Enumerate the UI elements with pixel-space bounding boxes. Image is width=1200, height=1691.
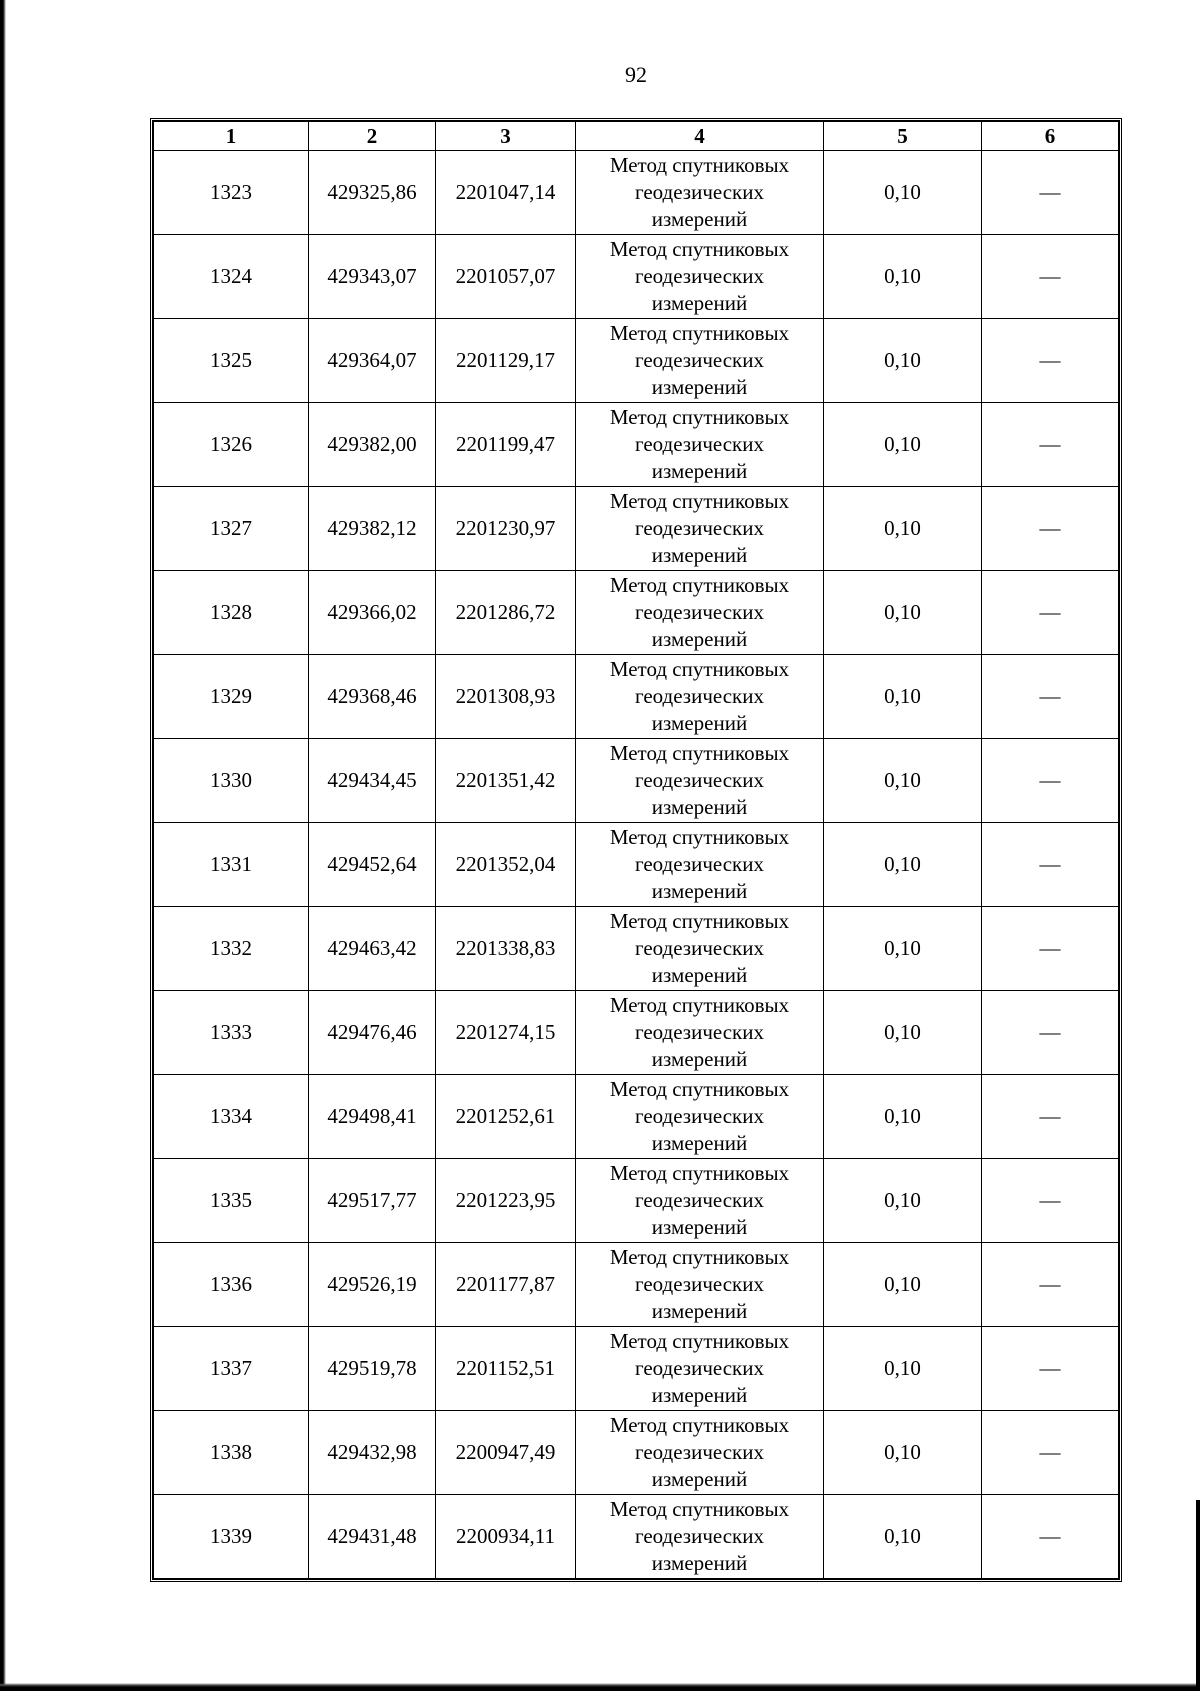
cell-coordinate-y: 2201177,87 <box>436 1243 576 1327</box>
table-row <box>154 235 1119 319</box>
table-row <box>154 1243 1119 1327</box>
method-line: Метод спутниковых <box>609 405 790 429</box>
method-line: измерений <box>651 207 748 231</box>
cell-coordinate-y: 2201286,72 <box>436 571 576 655</box>
cell-accuracy: 0,10 <box>824 1243 982 1327</box>
cell-coordinate-y: 2201230,97 <box>436 487 576 571</box>
cell-method <box>576 1159 824 1243</box>
cell-accuracy: 0,10 <box>824 1075 982 1159</box>
cell-coordinate-x: 429463,42 <box>309 907 436 991</box>
cell-coordinate-y: 2201129,17 <box>436 319 576 403</box>
cell-note: — <box>982 1327 1119 1411</box>
cell-method <box>576 823 824 907</box>
method-line: Метод спутниковых <box>609 1329 790 1353</box>
method-line: Метод спутниковых <box>609 237 790 261</box>
cell-method <box>576 403 824 487</box>
cell-method <box>576 1243 824 1327</box>
cell-point-number: 1327 <box>154 487 309 571</box>
scan-edge-right <box>1196 1500 1200 1691</box>
cell-coordinate-y: 2201057,07 <box>436 235 576 319</box>
page-number: 92 <box>625 62 647 87</box>
cell-accuracy: 0,10 <box>824 655 982 739</box>
method-line: геодезических <box>634 600 764 624</box>
cell-accuracy: 0,10 <box>824 571 982 655</box>
cell-accuracy: 0,10 <box>824 823 982 907</box>
table-row <box>154 319 1119 403</box>
method-line: Метод спутниковых <box>609 1497 790 1521</box>
scan-edge-left <box>0 0 6 1691</box>
cell-note: — <box>982 739 1119 823</box>
method-line: геодезических <box>634 180 764 204</box>
table-row <box>154 1075 1119 1159</box>
cell-coordinate-x: 429452,64 <box>309 823 436 907</box>
cell-coordinate-x: 429434,45 <box>309 739 436 823</box>
cell-coordinate-y: 2201047,14 <box>436 151 576 235</box>
cell-method <box>576 1327 824 1411</box>
method-line: измерений <box>651 543 748 567</box>
cell-method <box>576 487 824 571</box>
cell-point-number: 1337 <box>154 1327 309 1411</box>
cell-accuracy: 0,10 <box>824 403 982 487</box>
cell-accuracy: 0,10 <box>824 1411 982 1495</box>
method-line: геодезических <box>634 1020 764 1044</box>
cell-accuracy: 0,10 <box>824 1327 982 1411</box>
cell-accuracy: 0,10 <box>824 739 982 823</box>
cell-coordinate-y: 2201308,93 <box>436 655 576 739</box>
cell-coordinate-y: 2201223,95 <box>436 1159 576 1243</box>
cell-coordinate-x: 429517,77 <box>309 1159 436 1243</box>
method-line: измерений <box>651 375 748 399</box>
method-line: геодезических <box>634 1104 764 1128</box>
coordinates-table <box>153 121 1119 1579</box>
cell-point-number: 1332 <box>154 907 309 991</box>
cell-note: — <box>982 571 1119 655</box>
cell-method <box>576 151 824 235</box>
header-col-2: 2 <box>309 122 436 151</box>
cell-note: — <box>982 319 1119 403</box>
cell-point-number: 1324 <box>154 235 309 319</box>
cell-accuracy: 0,10 <box>824 235 982 319</box>
cell-method <box>576 991 824 1075</box>
method-line: Метод спутниковых <box>609 1077 790 1101</box>
cell-coordinate-x: 429382,12 <box>309 487 436 571</box>
header-col-5: 5 <box>824 122 982 151</box>
cell-point-number: 1329 <box>154 655 309 739</box>
cell-note: — <box>982 907 1119 991</box>
cell-point-number: 1330 <box>154 739 309 823</box>
cell-note: — <box>982 1243 1119 1327</box>
cell-point-number: 1335 <box>154 1159 309 1243</box>
cell-point-number: 1333 <box>154 991 309 1075</box>
method-line: Метод спутниковых <box>609 1161 790 1185</box>
method-line: геодезических <box>634 264 764 288</box>
cell-coordinate-y: 2201152,51 <box>436 1327 576 1411</box>
method-line: измерений <box>651 627 748 651</box>
cell-note: — <box>982 235 1119 319</box>
cell-coordinate-y: 2201274,15 <box>436 991 576 1075</box>
method-line: Метод спутниковых <box>609 741 790 765</box>
cell-method <box>576 319 824 403</box>
cell-coordinate-y: 2201351,42 <box>436 739 576 823</box>
cell-coordinate-y: 2201199,47 <box>436 403 576 487</box>
cell-coordinate-x: 429382,00 <box>309 403 436 487</box>
cell-coordinate-x: 429498,41 <box>309 1075 436 1159</box>
cell-note: — <box>982 1495 1119 1579</box>
cell-coordinate-x: 429526,19 <box>309 1243 436 1327</box>
cell-point-number: 1323 <box>154 151 309 235</box>
table-row <box>154 1327 1119 1411</box>
method-line: геодезических <box>634 516 764 540</box>
cell-coordinate-x: 429366,02 <box>309 571 436 655</box>
table-row <box>154 991 1119 1075</box>
table-row <box>154 907 1119 991</box>
cell-method <box>576 1411 824 1495</box>
header-col-4: 4 <box>576 122 824 151</box>
cell-coordinate-x: 429364,07 <box>309 319 436 403</box>
cell-point-number: 1328 <box>154 571 309 655</box>
table-row <box>154 739 1119 823</box>
cell-method <box>576 571 824 655</box>
cell-coordinate-y: 2201352,04 <box>436 823 576 907</box>
table-body <box>154 151 1119 1579</box>
method-line: Метод спутниковых <box>609 489 790 513</box>
cell-accuracy: 0,10 <box>824 151 982 235</box>
method-line: геодезических <box>634 1524 764 1548</box>
method-line: геодезических <box>634 348 764 372</box>
table-row <box>154 655 1119 739</box>
cell-point-number: 1339 <box>154 1495 309 1579</box>
header-row <box>154 122 1119 151</box>
method-line: Метод спутниковых <box>609 573 790 597</box>
table-row <box>154 487 1119 571</box>
method-line: Метод спутниковых <box>609 657 790 681</box>
cell-note: — <box>982 403 1119 487</box>
coordinates-table-frame <box>150 118 1122 1582</box>
method-line: Метод спутниковых <box>609 1413 790 1437</box>
method-line: измерений <box>651 291 748 315</box>
header-col-3: 3 <box>436 122 576 151</box>
method-line: Метод спутниковых <box>609 825 790 849</box>
cell-accuracy: 0,10 <box>824 991 982 1075</box>
method-line: измерений <box>651 1467 748 1491</box>
cell-coordinate-x: 429325,86 <box>309 151 436 235</box>
method-line: измерений <box>651 1383 748 1407</box>
cell-coordinate-x: 429476,46 <box>309 991 436 1075</box>
method-line: Метод спутниковых <box>609 1245 790 1269</box>
method-line: геодезических <box>634 432 764 456</box>
method-line: измерений <box>651 963 748 987</box>
cell-coordinate-x: 429432,98 <box>309 1411 436 1495</box>
method-line: измерений <box>651 795 748 819</box>
scan-edge-bottom <box>0 1683 1200 1691</box>
method-line: измерений <box>651 459 748 483</box>
method-line: измерений <box>651 1131 748 1155</box>
method-line: геодезических <box>634 1440 764 1464</box>
table-row <box>154 151 1119 235</box>
cell-coordinate-x: 429368,46 <box>309 655 436 739</box>
cell-note: — <box>982 823 1119 907</box>
method-line: геодезических <box>634 684 764 708</box>
cell-note: — <box>982 1159 1119 1243</box>
table-row <box>154 823 1119 907</box>
cell-note: — <box>982 487 1119 571</box>
method-line: измерений <box>651 879 748 903</box>
method-line: измерений <box>651 1215 748 1239</box>
method-line: Метод спутниковых <box>609 321 790 345</box>
cell-point-number: 1326 <box>154 403 309 487</box>
method-line: Метод спутниковых <box>609 153 790 177</box>
table-row <box>154 403 1119 487</box>
cell-coordinate-y: 2200934,11 <box>436 1495 576 1579</box>
method-line: измерений <box>651 1299 748 1323</box>
cell-note: — <box>982 991 1119 1075</box>
cell-point-number: 1331 <box>154 823 309 907</box>
cell-coordinate-y: 2200947,49 <box>436 1411 576 1495</box>
method-line: Метод спутниковых <box>609 993 790 1017</box>
method-line: геодезических <box>634 1356 764 1380</box>
table-row <box>154 571 1119 655</box>
cell-coordinate-y: 2201338,83 <box>436 907 576 991</box>
cell-coordinate-x: 429431,48 <box>309 1495 436 1579</box>
cell-point-number: 1338 <box>154 1411 309 1495</box>
table-row <box>154 1495 1119 1579</box>
header-col-1: 1 <box>154 122 309 151</box>
method-line: геодезических <box>634 852 764 876</box>
cell-accuracy: 0,10 <box>824 319 982 403</box>
cell-method <box>576 739 824 823</box>
header-col-6: 6 <box>982 122 1119 151</box>
cell-note: — <box>982 151 1119 235</box>
cell-coordinate-x: 429343,07 <box>309 235 436 319</box>
cell-point-number: 1325 <box>154 319 309 403</box>
cell-method <box>576 907 824 991</box>
method-line: геодезических <box>634 1188 764 1212</box>
cell-accuracy: 0,10 <box>824 907 982 991</box>
table-row <box>154 1411 1119 1495</box>
method-line: геодезических <box>634 768 764 792</box>
table-row <box>154 1159 1119 1243</box>
cell-accuracy: 0,10 <box>824 1495 982 1579</box>
cell-method <box>576 655 824 739</box>
method-line: Метод спутниковых <box>609 909 790 933</box>
cell-point-number: 1334 <box>154 1075 309 1159</box>
cell-accuracy: 0,10 <box>824 487 982 571</box>
cell-method <box>576 235 824 319</box>
method-line: геодезических <box>634 936 764 960</box>
table-header <box>154 122 1119 151</box>
cell-coordinate-y: 2201252,61 <box>436 1075 576 1159</box>
cell-method <box>576 1075 824 1159</box>
method-line: геодезических <box>634 1272 764 1296</box>
method-line: измерений <box>651 1551 748 1575</box>
cell-note: — <box>982 655 1119 739</box>
cell-point-number: 1336 <box>154 1243 309 1327</box>
cell-note: — <box>982 1075 1119 1159</box>
cell-method <box>576 1495 824 1579</box>
method-line: измерений <box>651 711 748 735</box>
cell-coordinate-x: 429519,78 <box>309 1327 436 1411</box>
cell-accuracy: 0,10 <box>824 1159 982 1243</box>
method-line: измерений <box>651 1047 748 1071</box>
cell-note: — <box>982 1411 1119 1495</box>
